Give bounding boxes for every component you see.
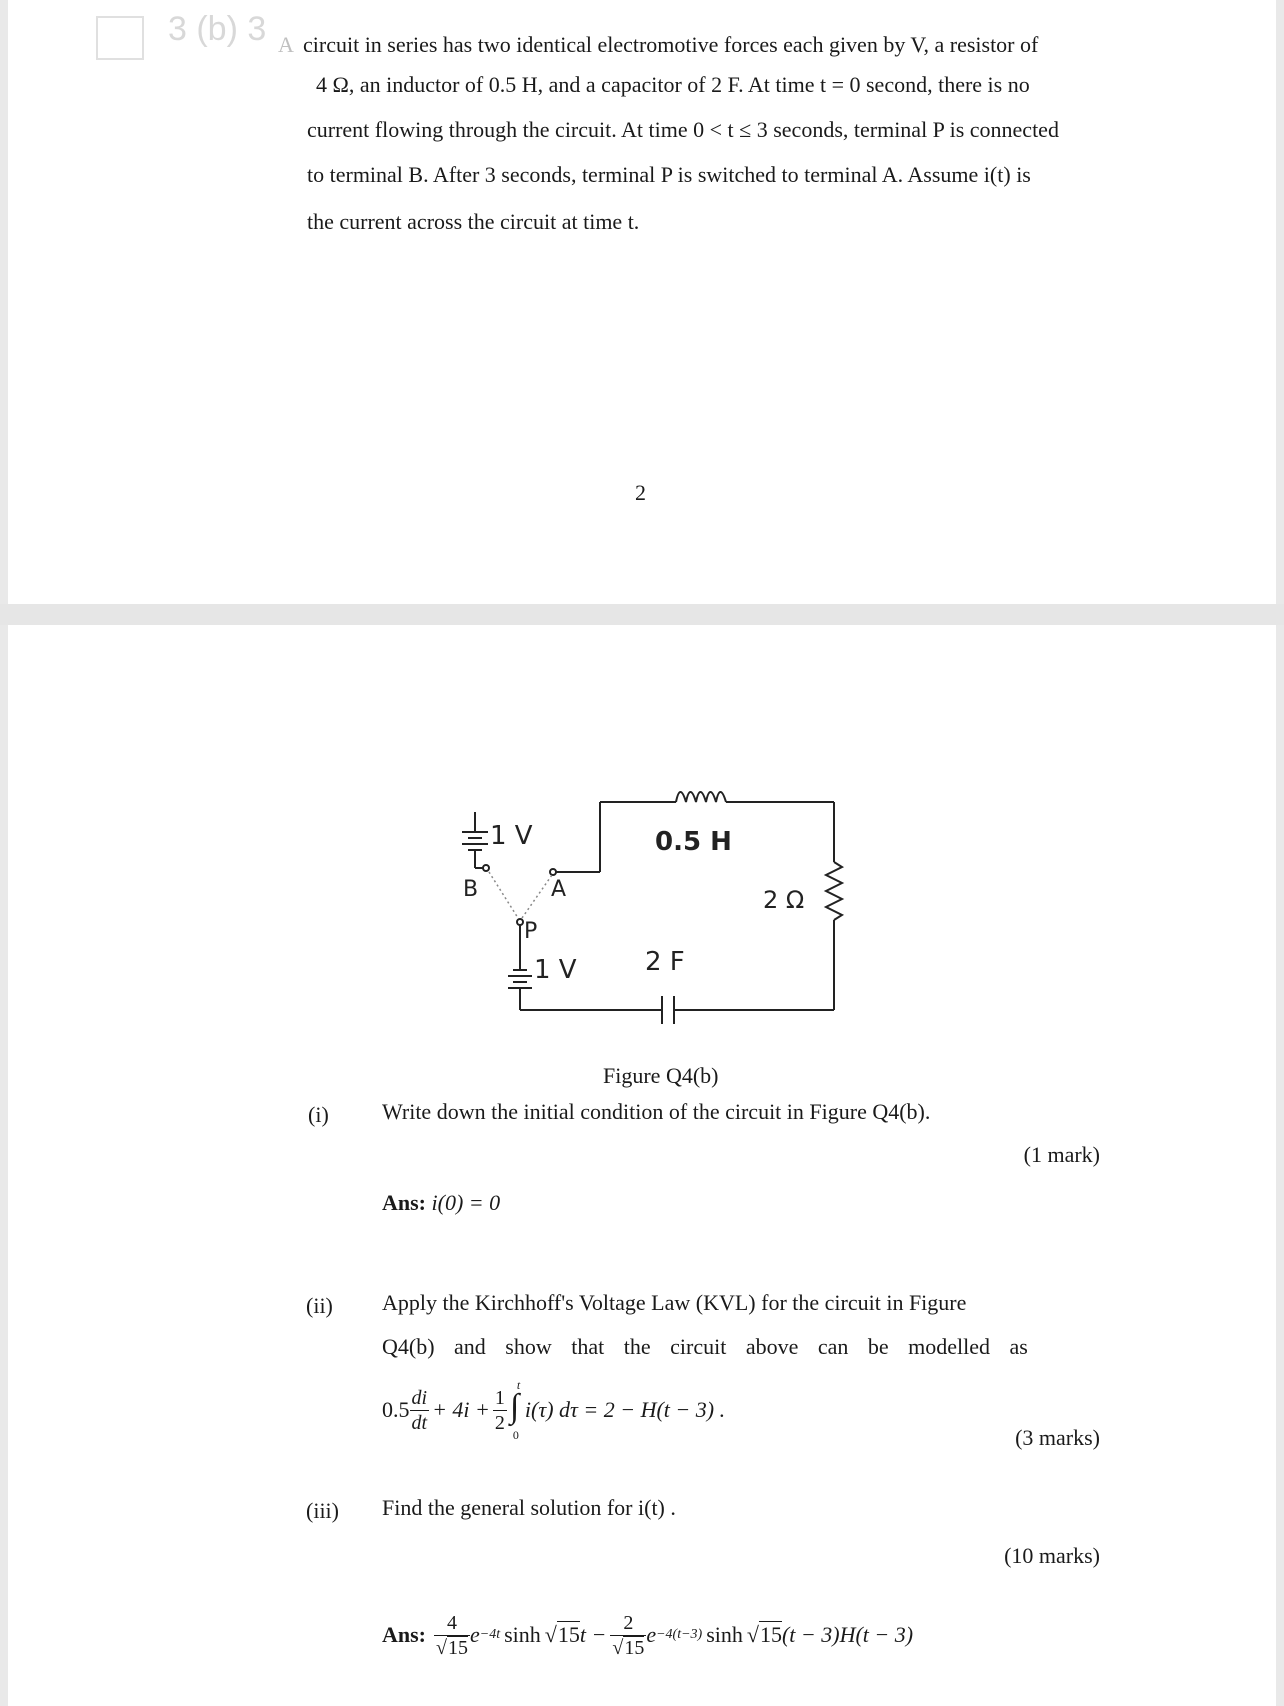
kvl-equation — [382, 1375, 725, 1445]
integral-sign-icon: ∫ — [509, 1388, 520, 1425]
ans-root-2: √15 — [746, 1622, 782, 1647]
part-i-question: Write down the initial condition of the circuit in Figure Q4(b). — [382, 1099, 931, 1124]
part-i-answer — [382, 1188, 500, 1218]
terminal-b-label: B — [463, 877, 479, 902]
part-i-label: (i) — [308, 1102, 329, 1127]
answer-prefix: Ans: — [382, 1190, 427, 1215]
switch-p-to-b — [489, 872, 518, 918]
problem-line-1: circuit in series has two identical electromotive forces each given by V, a resistor of — [303, 32, 1039, 57]
inductor-label: 0.5 H — [655, 827, 732, 857]
switch-p-to-a — [522, 875, 552, 918]
answer-value: i(0) = 0 — [431, 1190, 501, 1215]
terminal-b-node — [483, 865, 489, 871]
part-ii-label: (ii) — [306, 1293, 333, 1318]
part-iii-question: Find the general solution for i(t) . — [382, 1495, 676, 1520]
resistor-zigzag — [826, 862, 842, 920]
ans-frac-1-den: √15 — [436, 1636, 468, 1659]
part-iii-marks: (10 marks) — [1004, 1543, 1100, 1568]
part-ii-question-line-2: Q4(b) and show that the circuit above can be modelled as — [382, 1334, 1028, 1359]
eq-half-num: 1 — [494, 1386, 505, 1409]
terminal-a-node — [550, 869, 556, 875]
problem-line-5: the current across the circuit at time t. — [307, 209, 640, 234]
problem-line-4: to terminal B. After 3 seconds, terminal P is switched to terminal A. Assume i(t) is — [307, 162, 1031, 187]
bottom-battery-label: 1 V — [534, 955, 577, 985]
ans-frac-2 — [610, 1613, 646, 1658]
eq-term2: + 4i + — [432, 1397, 490, 1422]
eq-half-den: 2 — [494, 1411, 505, 1434]
eq-coef: 0.5 — [382, 1397, 410, 1422]
eq-int-lower: 0 — [512, 1428, 519, 1442]
resistor-label: 2 Ω — [763, 886, 805, 914]
eq-integrand: i(τ) dτ = 2 − H(t − 3) . — [524, 1397, 726, 1422]
eq-integral — [509, 1380, 523, 1440]
ans-frac-1-num: 4 — [434, 1613, 470, 1636]
part-ii-question-line-1: Apply the Kirchhoff's Voltage Law (KVL) for the circuit in Figure — [382, 1290, 967, 1315]
part-iii-label: (iii) — [306, 1498, 339, 1523]
answer-prefix: Ans: — [382, 1622, 427, 1647]
inductor-coil — [676, 792, 726, 802]
eq-half — [493, 1388, 507, 1433]
question-label: A — [278, 32, 294, 57]
figure-caption: Figure Q4(b) — [603, 1063, 719, 1088]
ans-t1: t − — [579, 1622, 607, 1647]
terminal-p-label: P — [524, 919, 538, 944]
ans-exp-2: −4(t−3) — [656, 1627, 703, 1642]
problem-line-3: current flowing through the circuit. At time 0 < t ≤ 3 seconds, terminal P is connected — [307, 117, 1059, 142]
ans-sinh-2: sinh — [706, 1622, 743, 1647]
eq-derivative — [410, 1388, 430, 1433]
page-number: 2 — [635, 480, 646, 505]
ans-tail: (t − 3)H(t − 3) — [781, 1622, 914, 1647]
terminal-p-node — [517, 919, 523, 925]
eq-deriv-num: di — [411, 1386, 428, 1409]
eq-deriv-den: dt — [411, 1411, 428, 1434]
ans-frac-2-den: √15 — [612, 1636, 645, 1659]
top-battery-label: 1 V — [490, 821, 533, 851]
page-2 — [8, 625, 1276, 1706]
capacitor-label: 2 F — [645, 947, 685, 977]
part-iii-answer: Ans: $\frac{4}{√15}$ e −4t sinh √15 t − $\frac{2}{√15}$ e −4(t−3) sinh √15 (t − 3)H(t − 3) — [382, 1611, 914, 1659]
ans-root-1: √15 — [544, 1622, 580, 1647]
ans-sinh-1: sinh — [504, 1622, 541, 1647]
part-ii-marks: (3 marks) — [1015, 1425, 1100, 1450]
ans-frac-1 — [434, 1613, 470, 1658]
ans-exp-1: −4t — [479, 1627, 501, 1642]
problem-line-2: 4 Ω, an inductor of 0.5 H, and a capacitor of 2 F. At time t = 0 second, there is no — [316, 72, 1030, 97]
terminal-a-label: A — [551, 877, 567, 902]
ans-frac-2-num: 2 — [610, 1613, 646, 1636]
eq-int-upper: t — [516, 1378, 521, 1392]
faded-question-number: 3 (b) 3 — [168, 10, 267, 48]
part-i-marks: (1 mark) — [1023, 1142, 1100, 1167]
